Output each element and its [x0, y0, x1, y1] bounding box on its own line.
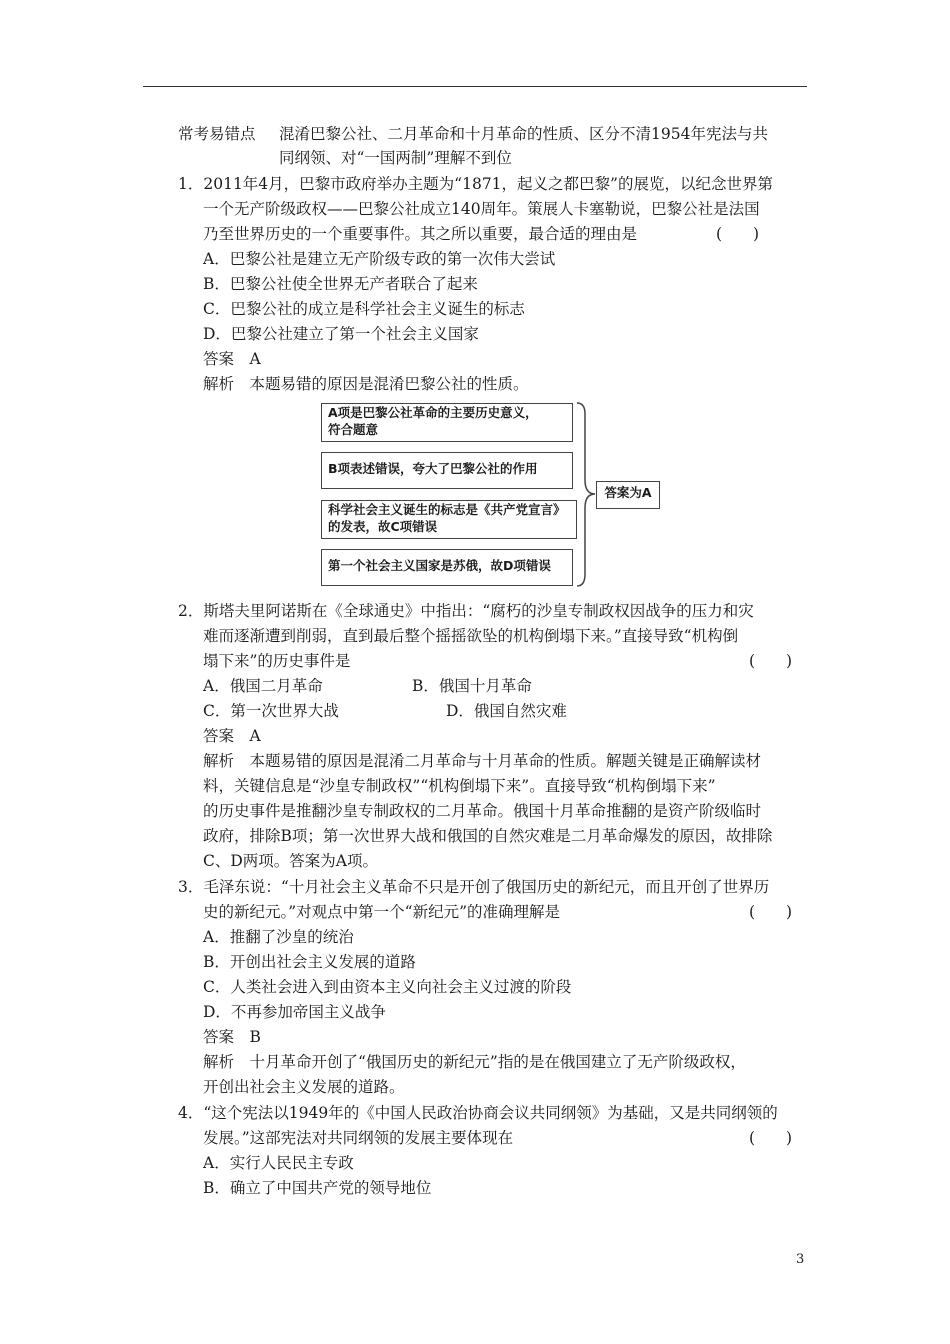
q3-stem-line-1: 3．毛泽东说：“十月社会主义革命不只是开创了俄国历史的新纪元，而且开创了世界历	[178, 878, 770, 896]
q1-option-d: D．巴黎公社建立了第一个社会主义国家	[203, 325, 479, 343]
q3-answer-blank: ( )	[749, 903, 793, 921]
q1-answer: 答案 A	[203, 350, 261, 368]
q2-analysis-line-3: 的历史事件是推翻沙皇专制政权的二月革命。俄国十月革命推翻的是资产阶级临时	[203, 802, 762, 820]
q4-answer-blank: ( )	[749, 1129, 793, 1147]
diagram-box-c-line-1: 科学社会主义诞生的标志是《共产党宣言》	[328, 502, 566, 517]
heading-line-2: 同纲领、对“一国两制”理解不到位	[279, 149, 512, 167]
diagram-box-d-text: 第一个社会主义国家是苏俄，故D项错误	[328, 558, 551, 573]
diagram-box-a-line-1: A项是巴黎公社革命的主要历史意义，	[328, 405, 538, 420]
diagram-box-c	[321, 500, 577, 539]
q3-analysis-line-1: 解析 十月革命开创了“俄国历史的新纪元”指的是在俄国建立了无产阶级政权，	[203, 1053, 746, 1071]
q2-answer-blank: ( )	[749, 652, 793, 670]
q3-answer: 答案 B	[203, 1028, 261, 1046]
diagram-box-b	[321, 452, 573, 489]
header-rule	[143, 86, 807, 87]
q2-option-d: D．俄国自然灾难	[446, 702, 567, 720]
q1-answer-blank: ( )	[716, 225, 760, 243]
diagram-box-d	[321, 549, 573, 586]
q2-option-a: A．俄国二月革命	[203, 677, 323, 695]
page-number: 3	[796, 1252, 805, 1267]
q1-analysis: 解析 本题易错的原因是混淆巴黎公社的性质。	[203, 375, 529, 393]
diagram-box-a-line-2: 符合题意	[328, 422, 379, 437]
q3-stem-line-2: 史的新纪元。”对观点中第一个“新纪元”的准确理解是	[203, 903, 561, 921]
q2-analysis-line-5: C、D两项。答案为A项。	[203, 852, 378, 870]
diagram-result-box	[596, 481, 660, 509]
q4-stem-line-1: 4．“这个宪法以1949年的《中国人民政治协商会议共同纲领》为基础，又是共同纲领的	[178, 1104, 778, 1122]
q1-stem-line-2: 一个无产阶级政权——巴黎公社成立140周年。策展人卡塞勒说，巴黎公社是法国	[203, 200, 760, 218]
diagram-box-c-line-2: 的发表，故C项错误	[328, 519, 438, 534]
q2-analysis-line-1: 解析 本题易错的原因是混淆二月革命与十月革命的性质。解题关键是正确解读材	[203, 752, 762, 770]
q1-option-b: B．巴黎公社使全世界无产者联合了起来	[203, 275, 478, 293]
q3-option-b: B．开创出社会主义发展的道路	[203, 953, 416, 971]
q4-stem-line-2: 发展。”这部宪法对共同纲领的发展主要体现在	[203, 1129, 514, 1147]
q2-option-c: C．第一次世界大战	[203, 702, 339, 720]
q2-option-b: B．俄国十月革命	[412, 677, 532, 695]
q2-stem-line-3: 塌下来”的历史事件是	[203, 652, 351, 670]
q1-option-a: A．巴黎公社是建立无产阶级专政的第一次伟大尝试	[203, 250, 556, 268]
q3-analysis-line-2: 开创出社会主义发展的道路。	[203, 1078, 405, 1096]
q4-option-a: A．实行人民民主专政	[203, 1154, 354, 1172]
q2-analysis-line-4: 政府，排除B项；第一次世界大战和俄国的自然灾难是二月革命爆发的原因，故排除	[203, 827, 773, 845]
diagram-result-text: 答案为A	[604, 485, 652, 500]
q3-option-c: C．人类社会进入到由资本主义向社会主义过渡的阶段	[203, 978, 572, 996]
q4-option-b: B．确立了中国共产党的领导地位	[203, 1179, 432, 1197]
q1-stem-line-3: 乃至世界历史的一个重要事件。其之所以重要，最合适的理由是	[203, 225, 638, 243]
q2-analysis-line-2: 料，关键信息是“沙皇专制政权”“机构倒塌下来”。直接导致“机构倒塌下来”	[203, 777, 716, 795]
heading-label: 常考易错点	[178, 125, 256, 143]
diagram-box-a	[321, 403, 573, 442]
q3-option-d: D．不再参加帝国主义战争	[203, 1003, 386, 1021]
diagram-box-b-text: B项表述错误，夸大了巴黎公社的作用	[328, 461, 538, 476]
q1-option-c: C．巴黎公社的成立是科学社会主义诞生的标志	[203, 300, 525, 318]
q2-stem-line-1: 2．斯塔夫里阿诺斯在《全球通史》中指出：“腐朽的沙皇专制政权因战争的压力和灾	[178, 602, 754, 620]
q3-option-a: A．推翻了沙皇的统治	[203, 928, 354, 946]
q2-stem-line-2: 难而逐渐遭到削弱，直到最后整个摇摇欲坠的机构倒塌下来。”直接导致“机构倒	[203, 627, 739, 645]
heading-line-1: 混淆巴黎公社、二月革命和十月革命的性质、区分不清1954年宪法与共	[279, 125, 768, 143]
q1-stem-line-1: 1．2011年4月，巴黎市政府举办主题为“1871，起义之都巴黎”的展览，以纪念世界第	[178, 175, 773, 193]
q2-answer: 答案 A	[203, 727, 261, 745]
